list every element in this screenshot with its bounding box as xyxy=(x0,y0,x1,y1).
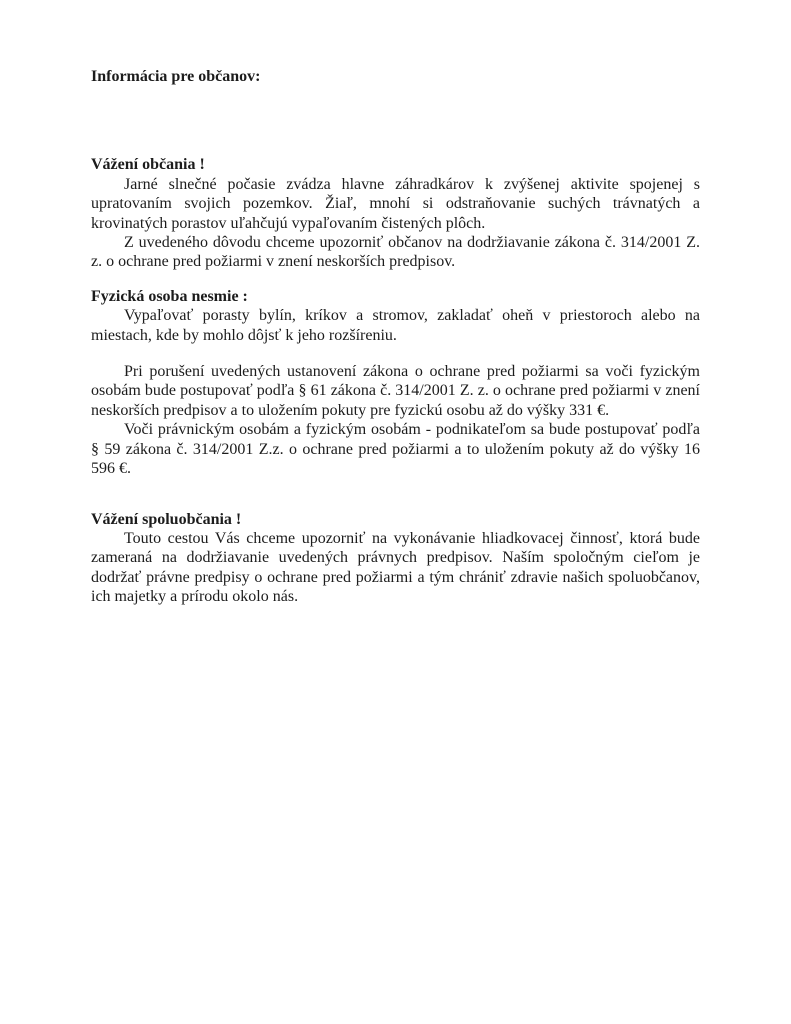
section-heading: Vážení občania ! xyxy=(91,156,205,174)
paragraph: Pri porušení uvedených ustanovení zákona o ochrane pred požiarmi sa voči fyzickým osobám bude postupovať podľa § 61 zákona č. 314/2001 Z. z. o ochrane pred požiarmi v znení neskorších predpisov a to uložením pokuty pre fyzickú osobu až do výšky 331 €. xyxy=(91,363,700,419)
paragraph: Vypaľovať porasty bylín, kríkov a stromov, zakladať oheň v priestoroch alebo na miestach, kde by mohlo dôjsť k jeho rozšíreniu. xyxy=(91,307,700,344)
section-fyzicka-osoba-nesmie xyxy=(91,287,700,479)
paragraph: Voči právnickým osobám a fyzickým osobám - podnikateľom sa bude postupovať podľa § 59 zákona č. 314/2001 Z.z. o ochrane pred požiarmi a to uložením pokuty až do výšky 16 596 €. xyxy=(91,421,700,478)
paragraph: Touto cestou Vás chceme upozorniť na vykonávanie hliadkovacej činnosť, ktorá bude zameraná na dodržiavanie uvedených právnych predpisov. Naším spoločným cieľom je dodržať právne predpisy o ochrane pred požiarmi a tým chrániť zdravie našich spoluobčanov, ich majetky a prírodu okolo nás. xyxy=(91,529,700,606)
section-vazeni-spoluobcania xyxy=(91,510,700,607)
section-vazeni-obcania xyxy=(91,155,700,271)
paragraph: Jarné slnečné počasie zvádza hlavne záhradkárov k zvýšenej aktivite spojenej s upratovaním svojich pozemkov. Žiaľ, mnohí si odstraňovanie suchých trávnatých a krovinatých porastov uľahčujú vypaľovaním čistených plôch. xyxy=(91,175,700,232)
document-title: Informácia pre občanov: xyxy=(91,68,261,85)
section-heading: Vážení spoluobčania ! xyxy=(91,510,242,528)
paragraph: Z uvedeného dôvodu chceme upozorniť občanov na dodržiavanie zákona č. 314/2001 Z. z. o ochrane pred požiarmi v znení neskorších predpisov. xyxy=(91,234,700,271)
section-heading: Fyzická osoba nesmie : xyxy=(91,287,248,305)
